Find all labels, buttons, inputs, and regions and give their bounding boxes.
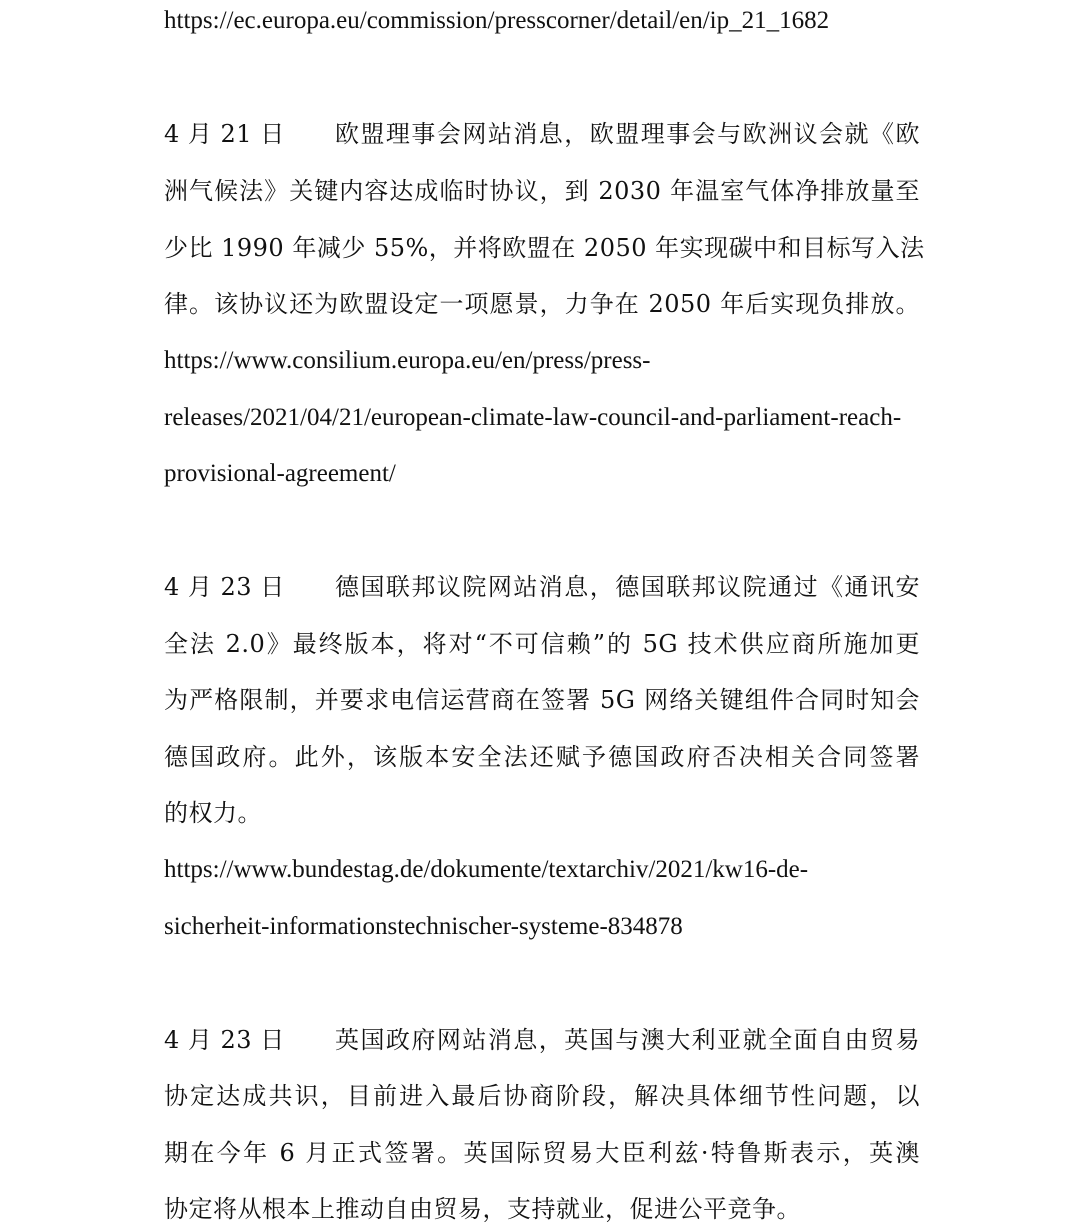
entry-1-url-line-2: releases/2021/04/21/european-climate-law-council-and-parliament-reach- bbox=[164, 404, 902, 431]
entry-2-line-2: 全法 2.0》最终版本，将对“不可信赖”的 5G 技术供应商所施加更 bbox=[164, 630, 920, 658]
entry-2-line-5: 的权力。 bbox=[164, 799, 262, 827]
entry-2-first-text: 德国联邦议院网站消息，德国联邦议院通过《通讯安 bbox=[334, 573, 920, 601]
entry-1-url-line-3: provisional-agreement/ bbox=[164, 460, 396, 487]
entry-2-date: 4 月 23 日 bbox=[164, 573, 285, 601]
entry-1-line-3: 少比 1990 年减少 55%，并将欧盟在 2050 年实现碳中和目标写入法 bbox=[164, 234, 925, 262]
top-url: https://ec.europa.eu/commission/presscorner/detail/en/ip_21_1682 bbox=[164, 7, 830, 34]
entry-2-line-3: 为严格限制，并要求电信运营商在签署 5G 网络关键组件合同时知会 bbox=[164, 686, 920, 714]
entry-3-line-1 bbox=[164, 1025, 920, 1055]
entry-1-line-2: 洲气候法》关键内容达成临时协议，到 2030 年温室气体净排放量至 bbox=[164, 177, 920, 205]
entry-2-line-1 bbox=[164, 572, 920, 602]
entry-1-url-line-1: https://www.consilium.europa.eu/en/press/press- bbox=[164, 347, 651, 374]
entry-1-line-4: 律。该协议还为欧盟设定一项愿景，力争在 2050 年后实现负排放。 bbox=[164, 290, 920, 318]
entry-2-url-line-2: sicherheit-informationstechnischer-systeme-834878 bbox=[164, 913, 683, 940]
entry-2-url-line-1: https://www.bundestag.de/dokumente/textarchiv/2021/kw16-de- bbox=[164, 856, 809, 883]
entry-3-line-2: 协定达成共识，目前进入最后协商阶段，解决具体细节性问题，以 bbox=[164, 1082, 920, 1110]
entry-1-first-text: 欧盟理事会网站消息，欧盟理事会与欧洲议会就《欧 bbox=[334, 120, 920, 148]
entry-1-date: 4 月 21 日 bbox=[164, 120, 285, 148]
entry-3-line-4: 协定将从根本上推动自由贸易，支持就业，促进公平竞争。 bbox=[164, 1195, 801, 1223]
entry-3-line-3: 期在今年 6 月正式签署。英国际贸易大臣利兹·特鲁斯表示，英澳 bbox=[164, 1139, 920, 1167]
entry-1-line-1 bbox=[164, 119, 920, 149]
entry-3-first-text: 英国政府网站消息，英国与澳大利亚就全面自由贸易 bbox=[334, 1026, 920, 1054]
entry-2-line-4: 德国政府。此外，该版本安全法还赋予德国政府否决相关合同签署 bbox=[164, 743, 920, 771]
entry-3-date: 4 月 23 日 bbox=[164, 1026, 285, 1054]
